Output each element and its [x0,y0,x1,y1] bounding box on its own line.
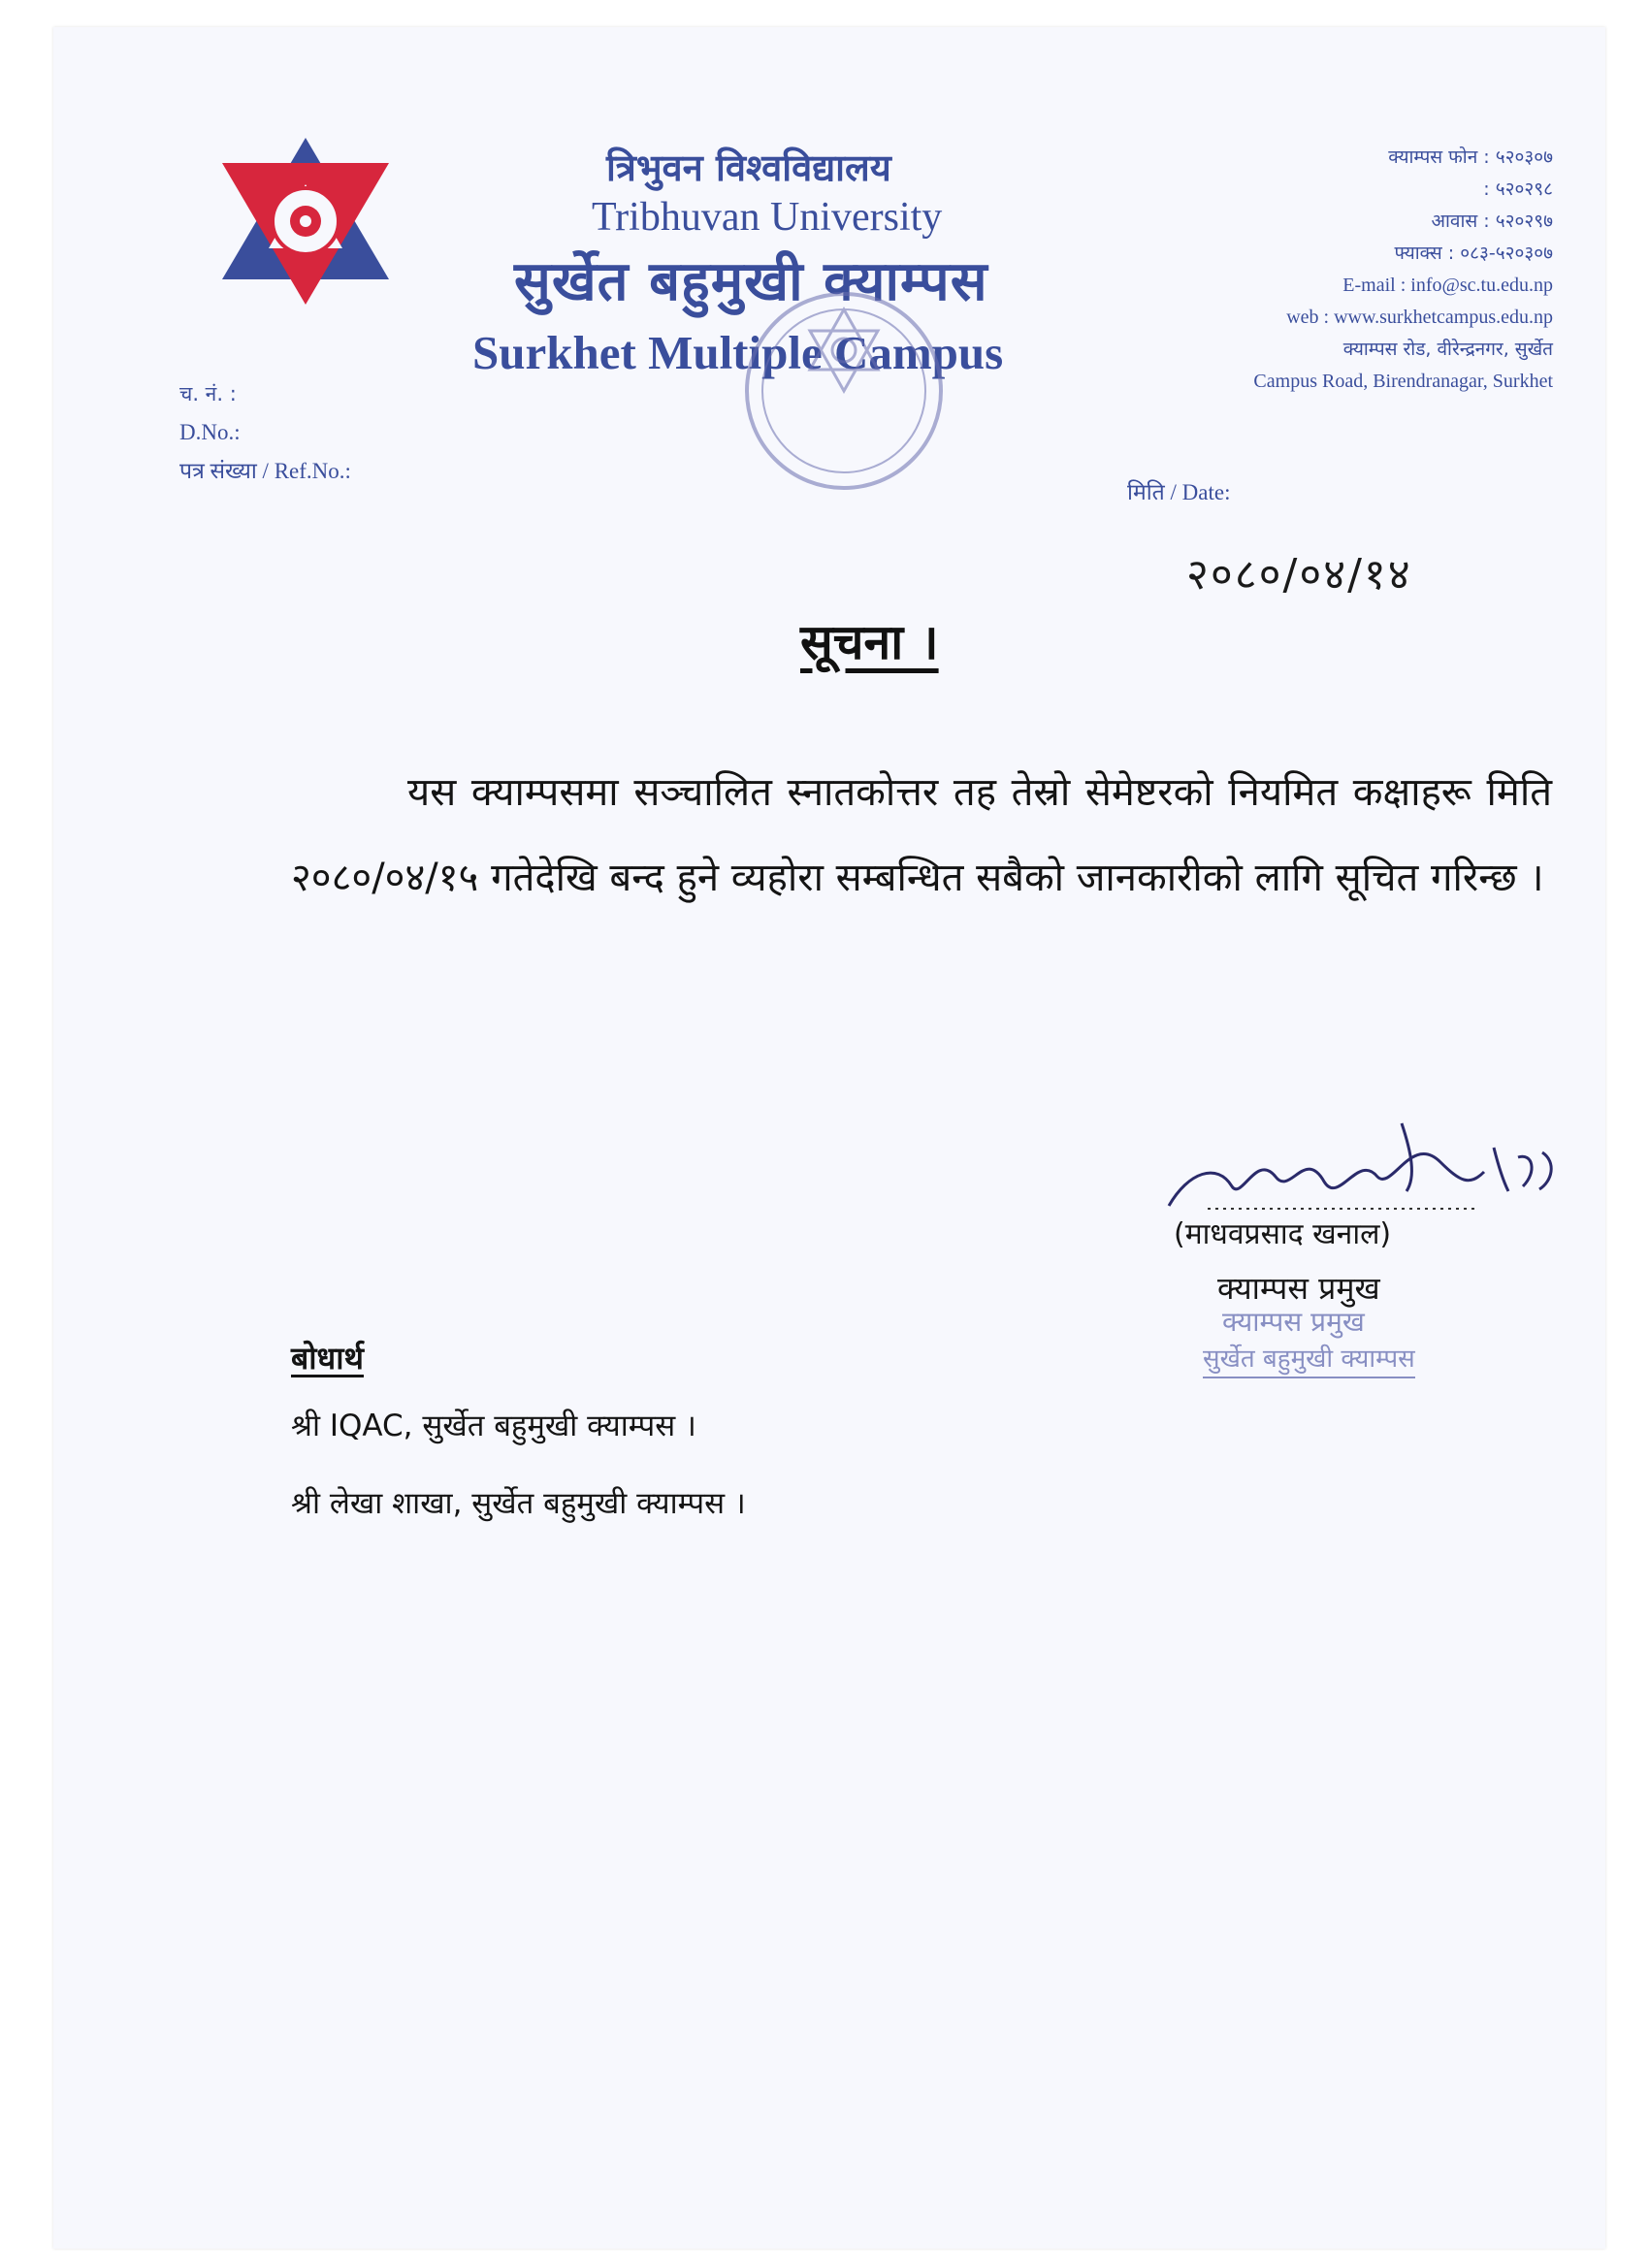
letter-page [53,27,1605,2249]
cc-item-accounts: श्री लेखा शाखा, सुर्खेत बहुमुखी क्याम्पस । [291,1486,746,1521]
reference-block [179,374,351,491]
contact-address-en: Campus Road, Birendranagar, Surkhet [1253,371,1553,392]
campus-seal-icon [723,275,965,507]
notice-body: यस क्याम्पसमा सञ्चालित स्नातकोत्तर तह तेस्रो सेमेष्टरको नियमित कक्षाहरू मिति २०८०/०४/१५ गतेदेखि बन्द हुने व्यहोरा सम्बन्धित सबैको जानकारीको लागि सूचित गरिन्छ । [291,770,1552,900]
campus-name-en: Surkhet Multiple Campus [472,326,1004,379]
notice-title: सूचना । [800,614,939,670]
contact-email: E-mail : info@sc.tu.edu.np [1342,275,1553,296]
contact-address-np: क्याम्पस रोड, वीरेन्द्रनगर, सुर्खेत [1342,339,1553,360]
cc-item-iqac: श्री IQAC, सुर्खेत बहुमुखी क्याम्पस । [291,1409,696,1443]
d-no-label: D.No.: [179,420,241,444]
stamp-campus-text: सुर्खेत बहुमुखी क्याम्पस [1203,1340,1415,1378]
contact-phone-residence: आवास : ५२०२९७ [1431,211,1553,232]
campus-name-np: सुर्खेत बहुमुखी क्याम्पस [514,250,988,313]
university-emblem-icon [218,134,393,308]
date-value: २०८०/०४/१४ [1186,550,1412,599]
contact-info [1107,142,1553,398]
contact-phone-campus: क्याम्पस फोन : ५२०३०७ [1388,146,1553,168]
university-name-en: Tribhuvan University [592,195,943,240]
signer-role: क्याम्पस प्रमुख [1217,1270,1380,1307]
university-name-np: त्रिभुवन विश्वविद्यालय [606,146,891,189]
signature-stamp [1203,1303,1415,1378]
signer-name: (माधवप्रसाद खनाल) [1174,1217,1392,1251]
contact-fax: फ्याक्स : ०८३-५२०३०७ [1394,243,1553,264]
ref-no-label: पत्र संख्या / Ref.No.: [179,459,351,483]
ch-no-label: च. नं. : [179,382,237,405]
contact-phone-2: : ५२०२९८ [1483,178,1553,200]
date-label: मिति / Date: [1127,480,1231,504]
cc-heading: बोधार्थ [291,1340,364,1377]
contact-web: web : www.surkhetcampus.edu.np [1286,307,1553,328]
stamp-role-text: क्याम्पस प्रमुख [1222,1306,1365,1338]
